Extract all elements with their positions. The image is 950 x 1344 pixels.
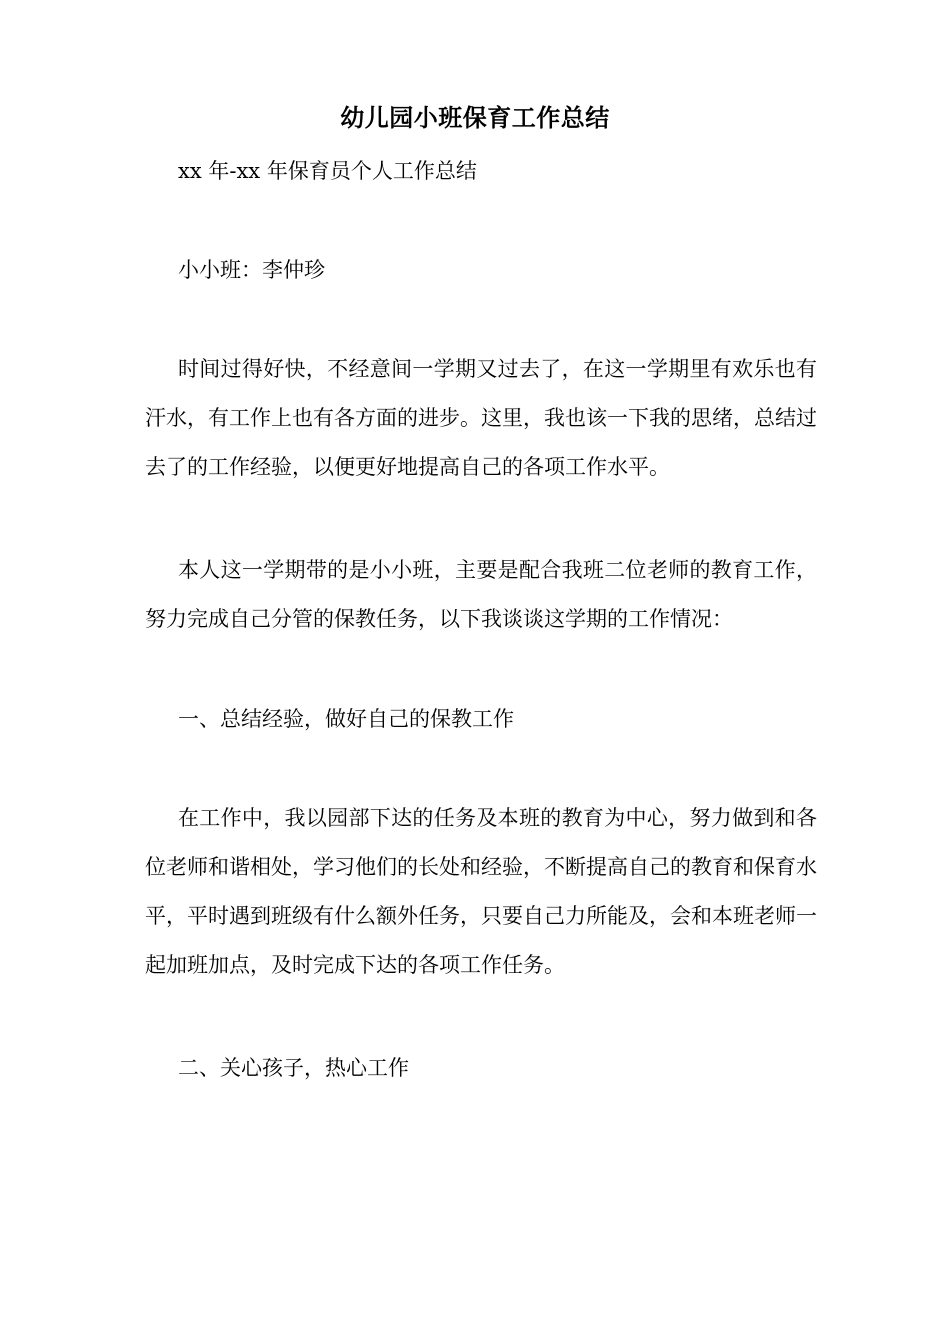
overview-paragraph: 本人这一学期带的是小小班，主要是配合我班二位老师的教育工作，努力完成自己分管的保教任务，以下我谈谈这学期的工作情况： xyxy=(145,558,817,631)
document-title: 幼儿园小班保育工作总结 xyxy=(340,103,610,132)
intro-paragraph: 时间过得好快，不经意间一学期又过去了，在这一学期里有欢乐也有汗水，有工作上也有各方面的进步。这里，我也该一下我的思绪，总结过去了的工作经验，以便更好地提高自己的各项工作水平。 xyxy=(145,357,817,479)
section-heading-1: 一、总结经验，做好自己的保教工作 xyxy=(178,707,514,731)
section-heading-2: 二、关心孩子，热心工作 xyxy=(178,1056,409,1080)
section-1-paragraph: 在工作中，我以园部下达的任务及本班的教育为中心，努力做到和各位老师和谐相处，学习他们的长处和经验，不断提高自己的教育和保育水平，平时遇到班级有什么额外任务，只要自己力所能及，会和本班老师一起加班加点，及时完成下达的各项工作任务。 xyxy=(145,806,817,977)
class-teacher-paragraph: 小小班：李仲珍 xyxy=(178,258,325,282)
subtitle-paragraph: xx 年-xx 年保育员个人工作总结 xyxy=(178,159,477,183)
